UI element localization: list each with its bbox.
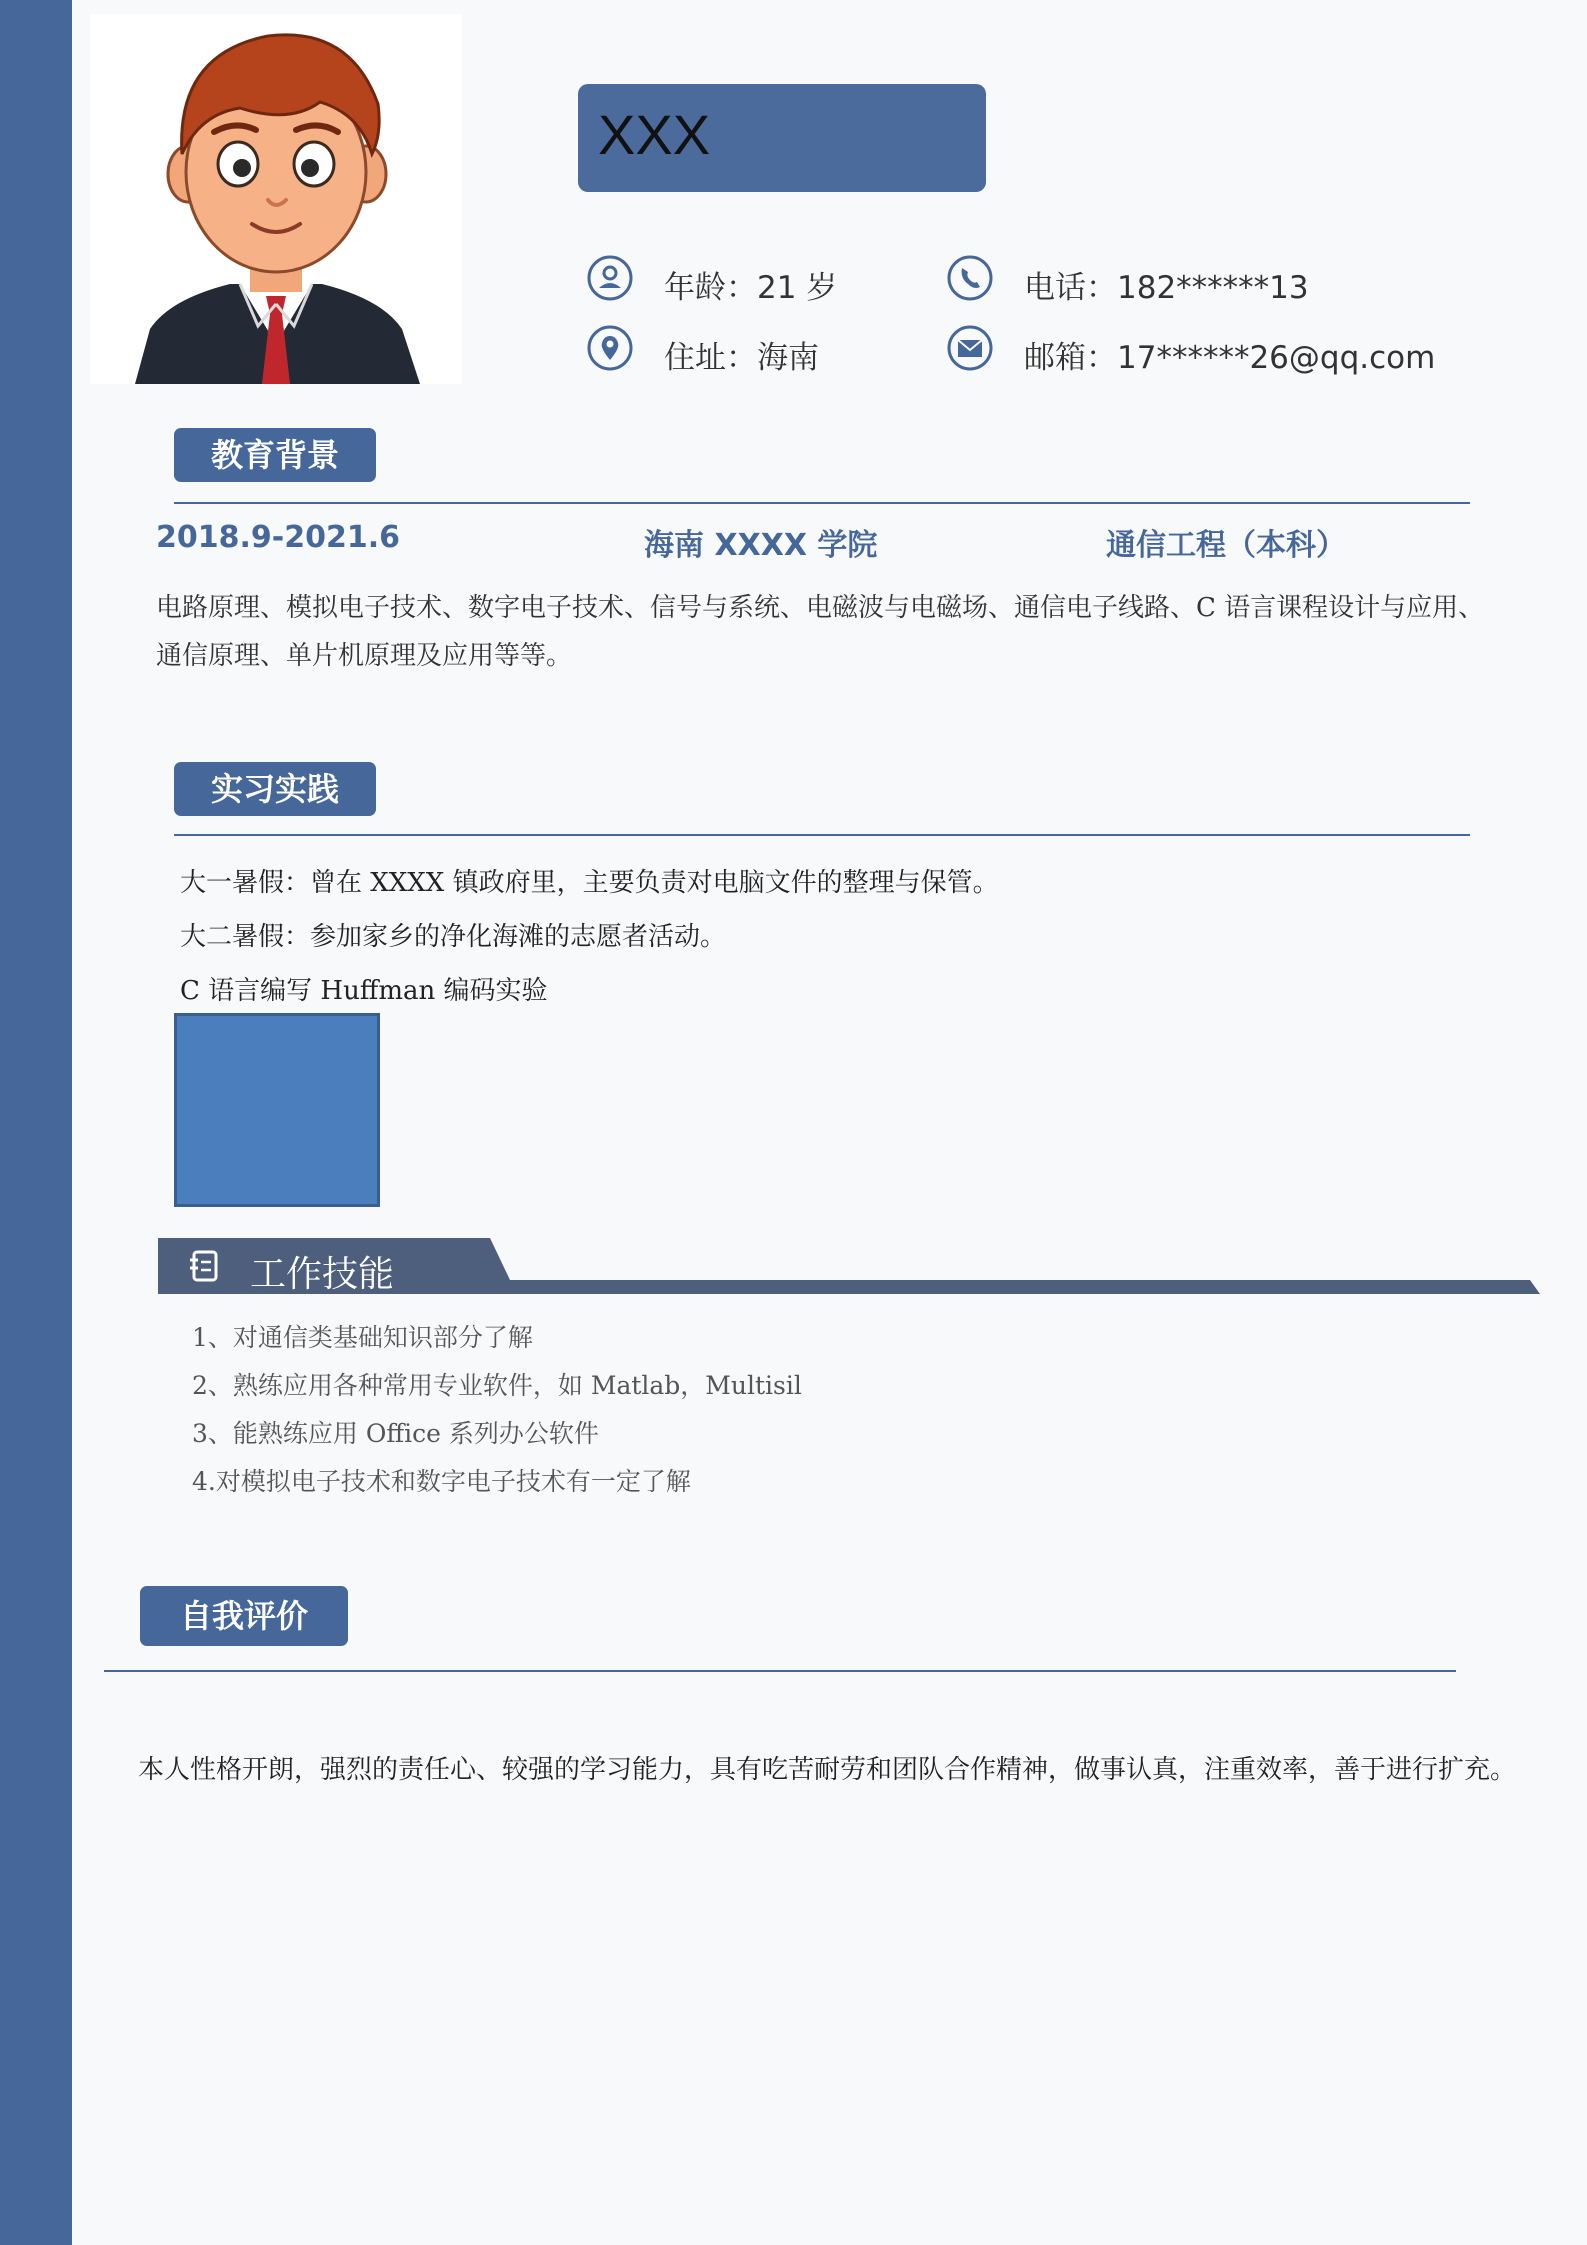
cartoon-man-avatar — [90, 14, 462, 384]
phone-text: 电话：182******13 — [1024, 270, 1309, 306]
education-period: 2018.9-2021.6 — [156, 520, 400, 555]
self-evaluation-section-title: 自我评价 — [140, 1586, 348, 1646]
self-evaluation-text: 本人性格开朗，强烈的责任心、较强的学习能力，具有吃苦耐劳和团队合作精神，做事认真，注重效率，善于进行扩充。 — [138, 1755, 1517, 1785]
person-icon — [586, 254, 634, 302]
courses-line-2: 通信原理、单片机原理及应用等等。 — [156, 641, 573, 671]
skill-item: 3、能熟练应用 Office 系列办公软件 — [192, 1419, 599, 1448]
skills-section-header — [158, 1238, 1540, 1294]
skill-item: 1、对通信类基础知识部分了解 — [192, 1323, 533, 1352]
phone-icon — [946, 254, 994, 302]
avatar — [90, 14, 462, 384]
skills-section-title: 工作技能 — [250, 1254, 395, 1295]
education-section-title: 教育背景 — [174, 428, 376, 482]
age-text: 年龄：21 岁 — [664, 270, 838, 306]
internship-item: 大二暑假：参加家乡的净化海滩的志愿者活动。 — [180, 922, 727, 952]
education-major: 通信工程（本科） — [1106, 528, 1346, 563]
mail-icon — [946, 324, 994, 372]
candidate-name: XXX — [598, 103, 711, 166]
document-icon — [186, 1246, 226, 1286]
courses-line-1: 电路原理、模拟电子技术、数字电子技术、信号与系统、电磁波与电磁场、通信电子线路、C 语言课程设计与应用、 — [156, 593, 1485, 623]
location-icon — [586, 324, 634, 372]
internship-item: C 语言编写 Huffman 编码实验 — [180, 976, 548, 1006]
name-banner — [578, 84, 986, 192]
internship-divider — [174, 834, 1470, 836]
internship-item: 大一暑假：曾在 XXXX 镇政府里，主要负责对电脑文件的整理与保管。 — [180, 868, 999, 898]
skill-item: 2、熟练应用各种常用专业软件，如 Matlab，Multisil — [192, 1371, 802, 1400]
image-placeholder — [174, 1013, 380, 1207]
internship-section-title: 实习实践 — [174, 762, 376, 816]
education-school: 海南 XXXX 学院 — [644, 528, 878, 563]
address-text: 住址：海南 — [664, 340, 819, 376]
self-evaluation-divider — [104, 1670, 1456, 1672]
email-text: 邮箱：17******26@qq.com — [1024, 340, 1436, 376]
skill-item: 4.对模拟电子技术和数字电子技术有一定了解 — [192, 1467, 691, 1496]
education-divider — [174, 502, 1470, 504]
left-sidebar-stripe — [0, 0, 72, 2245]
